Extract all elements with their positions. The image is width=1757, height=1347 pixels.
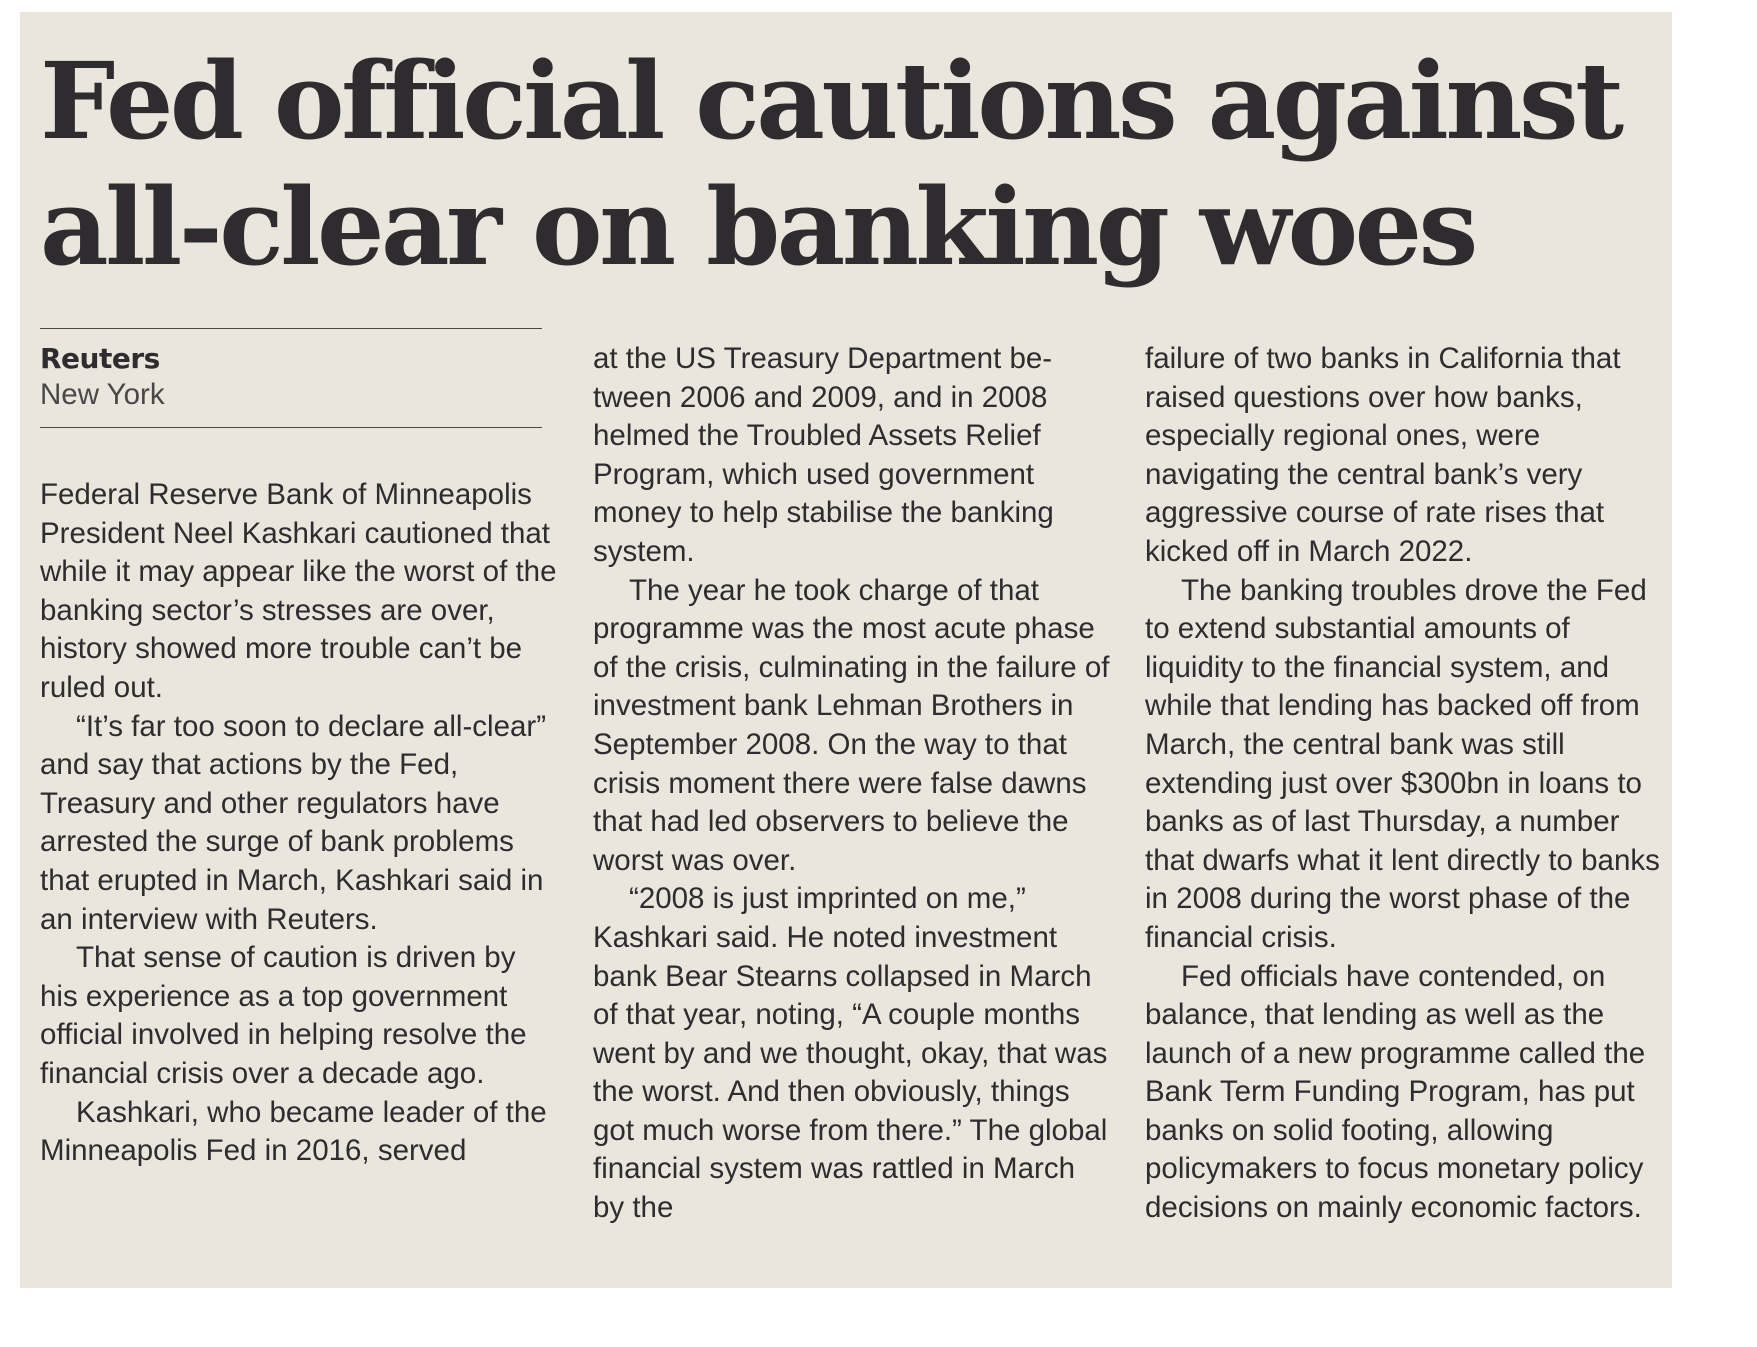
- paragraph: Fed officials have contended, on balance, that lending as well as the launch of a new programme called the Bank Term Funding Program, has put banks on solid footing, allowing policymakers to focus monetary policy decisions on mainly economic factors.: [1145, 959, 1646, 1225]
- column-3: [1145, 340, 1665, 1228]
- column-1: [40, 328, 560, 1171]
- paragraph: failure of two banks in California that raised questions over how banks, especially regional ones, were navigating the central bank’s very aggressive course of rate rises that kicked off in March 2022.: [1145, 342, 1621, 568]
- byline-agency: Reuters: [40, 342, 160, 375]
- paragraph: “2008 is just imprinted on me,” Kashkari said. He noted investment bank Bear Stearns collapsed in March of that year, noting, “A couple months went by and we thought, okay, that was the worst. And then obviously, things got much worse from there.” The global financial system was rattled in March by the: [593, 882, 1108, 1225]
- news-clipping: [20, 12, 1672, 1288]
- headline: Fed official cautions against all-clear on banking woes: [40, 38, 1621, 289]
- byline-location: New York: [40, 378, 165, 411]
- paragraph: Kashkari, who became leader of the Minneapolis Fed in 2016, served: [40, 1095, 547, 1168]
- column-2: [593, 340, 1113, 1228]
- paragraph: “It’s far too soon to declare all-clear” and say that actions by the Fed, Treasury and other regulators have arrested the surge of bank problems that erupted in March, Kashkari said in an interview with Reuters.: [40, 709, 547, 936]
- paragraph: The year he took charge of that programme was the most acute phase of the crisis, culminating in the failure of investment bank Lehman Brothers in September 2008. On the way to that crisis moment there were false dawns that had led observers to believe the worst was over.: [593, 573, 1110, 877]
- paragraph: The banking troubles drove the Fed to extend substantial amounts of liquidity to the financial system, and while that lending has backed off from March, the central bank was still extending just over $300bn in loans to banks as of last Thursday, a number that dwarfs what it lent directly to banks in 2008 during the worst phase of the financial crisis.: [1145, 573, 1660, 954]
- paragraph: That sense of caution is driven by his experience as a top government official involved in helping resolve the financial crisis over a decade ago.: [40, 941, 527, 1090]
- paragraph: Federal Reserve Bank of Minneapolis President Neel Kashkari cautioned that while it may appear like the worst of the banking sector’s stresses are over, history showed more trouble can’t be ruled out.: [40, 478, 557, 704]
- byline: [40, 328, 542, 428]
- paragraph: at the US Treasury Department between 2006 and 2009, and in 2008 helmed the Troubled Assets Relief Program, which used government money to help stabilise the banking system.: [593, 342, 1054, 568]
